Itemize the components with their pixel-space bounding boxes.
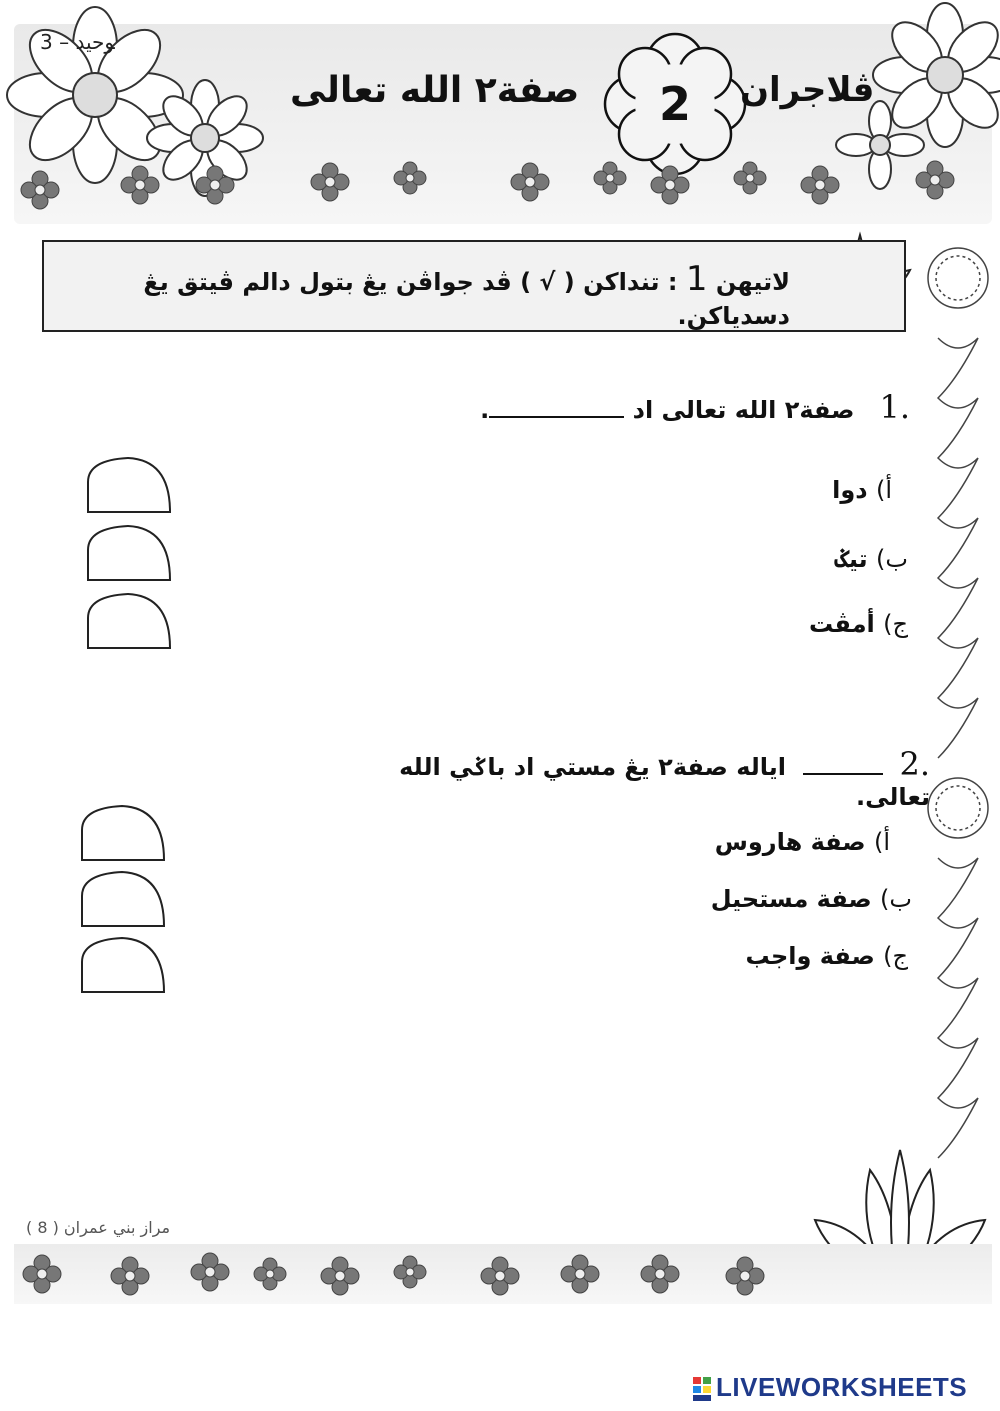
liveworksheets-logo-icon [692, 1376, 712, 1402]
option-letter: أ) [875, 476, 892, 504]
option-text: صفة واجب [745, 942, 875, 970]
instruction [60, 259, 790, 333]
instruction-label: لاتيهن [715, 268, 790, 296]
option-letter: ب) [876, 545, 908, 573]
option-b [612, 885, 912, 913]
answer-blank[interactable] [489, 416, 624, 418]
answer-blank[interactable] [803, 773, 883, 775]
answer-checkbox[interactable] [78, 520, 178, 588]
option-a [592, 476, 892, 504]
question-2 [370, 745, 930, 811]
unit-title: صفة٢ الله تعالى [290, 70, 580, 111]
option-letter: ب) [880, 885, 912, 913]
brand-name: LIVEWORKSHEETS [716, 1372, 968, 1402]
option-text: دوا [832, 476, 868, 504]
option-letter: ج) [883, 942, 908, 970]
option-c [608, 610, 908, 638]
option-text: أمڤت [809, 610, 875, 638]
answer-checkbox[interactable] [72, 932, 172, 1000]
question-number: .1 [879, 388, 910, 426]
option-text: تيݢ [834, 545, 868, 573]
footer-flowers-decoration [0, 1248, 1000, 1308]
liveworksheets-brand [692, 1372, 967, 1403]
question-1 [390, 388, 910, 426]
option-letter: ج) [883, 610, 908, 638]
header-flowers-decoration [0, 0, 1000, 230]
lesson-number-badge [610, 44, 740, 164]
answer-checkbox[interactable] [78, 588, 178, 656]
question-text: اياله صفة٢ يڠ مستي اد باݢي الله تعالى. [399, 753, 930, 811]
answer-checkbox[interactable] [72, 866, 172, 934]
lesson-label: ﭬﻼجران [740, 70, 875, 110]
instruction-text: تنداكن ( √ ) ڤد جواڤن يڠ بتول دالم ڤيتق يڠ دسدياكن. [143, 268, 790, 330]
answer-checkbox[interactable] [72, 800, 172, 868]
instruction-number: 1 [685, 259, 708, 299]
option-text: صفة مستحيل [710, 885, 872, 913]
option-c [608, 942, 908, 970]
question-number: .2 [899, 745, 930, 783]
instruction-colon: : [667, 268, 678, 296]
option-a [590, 828, 890, 856]
answer-checkbox[interactable] [78, 452, 178, 520]
question-end: . [480, 396, 490, 424]
question-text: صفة٢ الله تعالى اد [632, 396, 855, 424]
option-text: صفة هاروس [714, 828, 866, 856]
unit-corner-note: 3 – ﻮﺣﻴﺪ [40, 30, 115, 54]
option-letter: أ) [873, 828, 890, 856]
option-b [608, 545, 908, 573]
lesson-number: 2 [658, 77, 691, 131]
footer-page-note: مراز بني عمران ( 8 ) [26, 1218, 171, 1237]
